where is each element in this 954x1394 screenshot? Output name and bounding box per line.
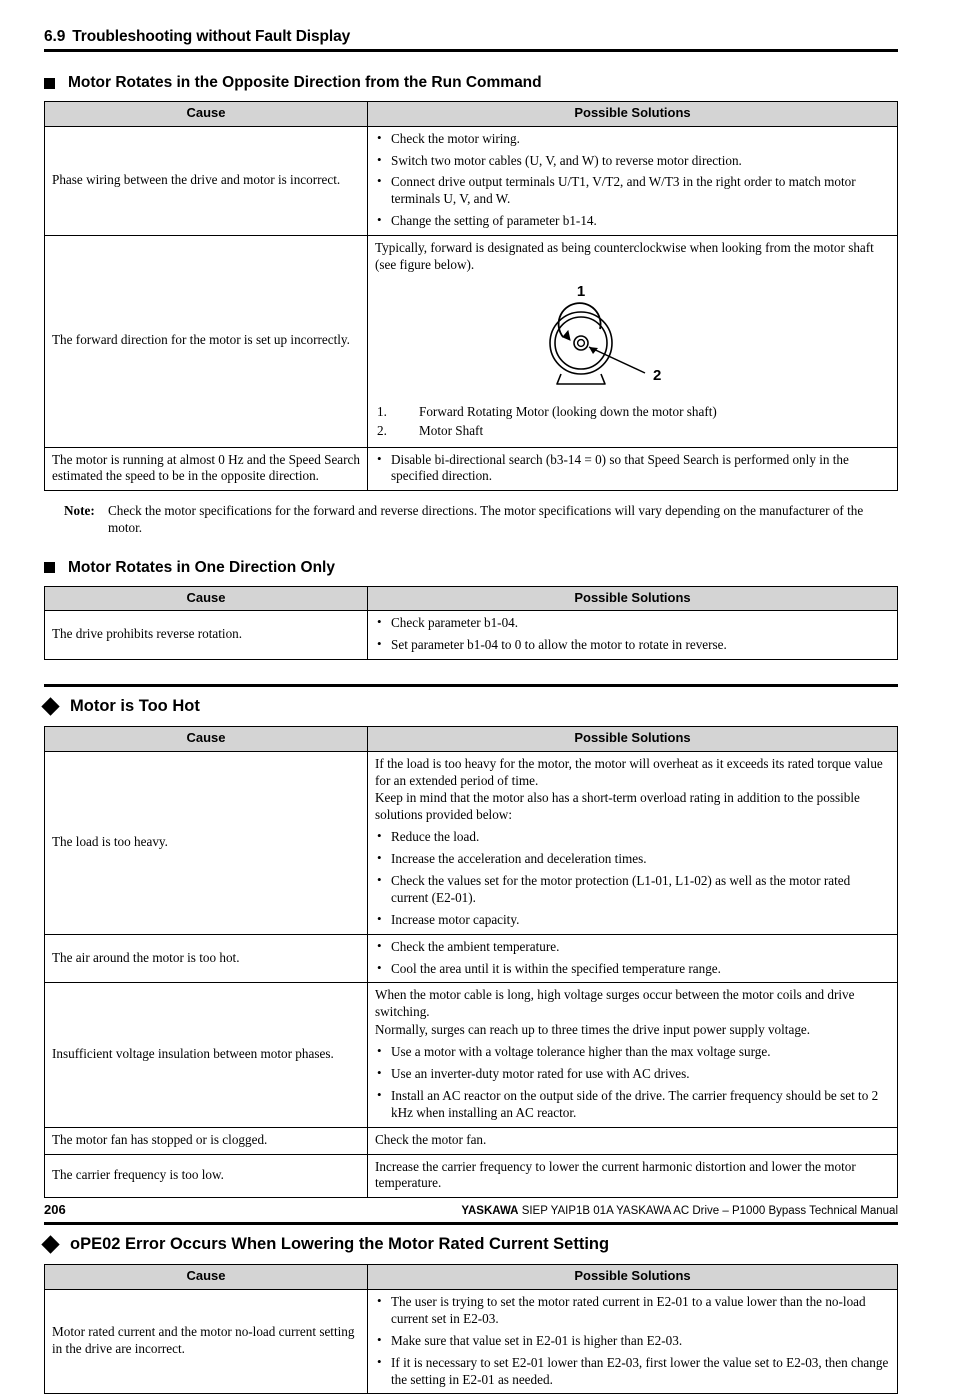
cell-solutions (368, 983, 898, 1127)
list-item: • Cool the area until it is within the specified temperature range. (375, 961, 890, 978)
table-header-row (45, 1265, 898, 1290)
section-block-motor-too-hot (44, 684, 898, 716)
forward-rotating-motor-diagram (473, 281, 793, 393)
legend-text: Forward Rotating Motor (looking down the motor shaft) (419, 403, 717, 419)
legend-item (375, 423, 890, 440)
paragraph: Typically, forward is designated as being counterclockwise when looking from the motor shaft (see figure below). (375, 240, 874, 272)
section-title: Motor Rotates in One Direction Only (68, 558, 335, 576)
paragraph: When the motor cable is long, high voltage surges occur between the motor coils and drive switching. (375, 987, 855, 1020)
solution-list (375, 452, 890, 486)
header-cause: Cause (45, 1265, 368, 1290)
paragraph: Normally, surges can reach up to three times the drive input power supply voltage. (375, 1022, 811, 1038)
cell-cause: The carrier frequency is too low. (45, 1154, 368, 1198)
section-heading-one-direction-only (44, 559, 898, 577)
list-item: • Increase motor capacity. (375, 912, 890, 929)
cell-solutions: Check the motor fan. (368, 1127, 898, 1154)
diamond-bullet-icon (41, 1236, 59, 1254)
cell-cause: The air around the motor is too hot. (45, 934, 368, 983)
list-item: • Set parameter b1-04 to 0 to allow the motor to rotate in reverse. (375, 637, 890, 654)
table-row (45, 611, 898, 660)
chapter-rule (44, 49, 898, 52)
page-number: 206 (44, 1202, 66, 1217)
header-solutions: Possible Solutions (368, 727, 898, 752)
paragraph: If the load is too heavy for the motor, the motor will overheat as it exceeds its rated torque value for an extended period of time. (375, 755, 883, 788)
motor-rotation-figure (375, 275, 890, 398)
solution-list (375, 939, 890, 978)
cell-cause: The forward direction for the motor is set up incorrectly. (45, 236, 368, 447)
header-cause: Cause (45, 586, 368, 611)
list-item: • Increase the acceleration and deceleration times. (375, 851, 890, 868)
table-header-row (45, 727, 898, 752)
table-row (45, 126, 898, 235)
list-item: • Change the setting of parameter b1-14. (375, 213, 890, 230)
square-bullet-icon (44, 562, 55, 573)
list-item: • Reduce the load. (375, 829, 890, 846)
page-footer (44, 1202, 898, 1217)
cell-cause: Insufficient voltage insulation between motor phases. (45, 983, 368, 1127)
cell-cause: Motor rated current and the motor no-load current setting in the drive are incorrect. (45, 1289, 368, 1393)
motor-inner-circle (555, 317, 607, 369)
cell-solutions (368, 126, 898, 235)
table-row (45, 1154, 898, 1198)
header-cause: Cause (45, 102, 368, 127)
callout-1-label: 1 (576, 282, 585, 300)
cell-solutions (368, 1289, 898, 1393)
cell-solutions: Increase the carrier frequency to lower the current harmonic distortion and lower the motor temperature. (368, 1154, 898, 1198)
header-cause: Cause (45, 727, 368, 752)
legend-number: 2. (377, 422, 387, 438)
chapter-title: Troubleshooting without Fault Display (72, 28, 351, 45)
list-item: • Use a motor with a voltage tolerance higher than the max voltage surge. (375, 1044, 890, 1061)
legend-item (375, 404, 890, 421)
list-item: • Make sure that value set in E2-01 is higher than E2-03. (375, 1333, 890, 1350)
note-motor-specifications (44, 502, 898, 536)
list-item: • Check parameter b1-04. (375, 615, 890, 632)
motor-shaft-inner (577, 339, 584, 346)
paragraph: Keep in mind that the motor also has a short-term overload rating in addition to the possible solutions provided below: (375, 790, 860, 823)
table-header-row (45, 102, 898, 127)
cell-cause: Phase wiring between the drive and motor is incorrect. (45, 126, 368, 235)
section-title: Motor is Too Hot (70, 697, 200, 716)
table-row (45, 236, 898, 447)
cell-solutions (368, 934, 898, 983)
solution-list (375, 829, 890, 928)
section-title: Motor Rotates in the Opposite Direction from the Run Command (68, 74, 542, 91)
list-item: • Switch two motor cables (U, V, and W) to reverse motor direction. (375, 153, 890, 170)
section-rule (44, 1222, 898, 1225)
list-item: • If it is necessary to set E2-01 lower than E2-03, first lower the value set to E2-03, then change the setting in E2-01 as needed. (375, 1355, 890, 1389)
cell-solutions (368, 447, 898, 491)
footer-document-line (461, 1205, 898, 1217)
solution-list (375, 1044, 890, 1122)
table-header-row (45, 586, 898, 611)
counterclockwise-arrow-head (563, 331, 570, 340)
brand-name: YASKAWA (461, 1205, 519, 1217)
table-row (45, 1127, 898, 1154)
section-heading-motor-too-hot (44, 697, 898, 716)
solution-list (375, 1294, 890, 1388)
motor-shaft-outer (574, 336, 588, 350)
list-item: • Install an AC reactor on the output side of the drive. The carrier frequency should be set to 2 kHz when installing an AC reactor. (375, 1088, 890, 1122)
chapter-heading (44, 28, 898, 49)
list-item: • The user is trying to set the motor rated current in E2-01 to a value lower than the no-load current set in E2-03. (375, 1294, 890, 1328)
cell-cause: The drive prohibits reverse rotation. (45, 611, 368, 660)
diamond-bullet-icon (41, 697, 59, 715)
list-item: • Disable bi-directional search (b3-14 = 0) so that Speed Search is performed only in the specified direction. (375, 452, 890, 486)
legend-text: Motor Shaft (419, 422, 484, 438)
cell-cause: The load is too heavy. (45, 751, 368, 934)
table-row (45, 1289, 898, 1393)
callout-2-label: 2 (652, 366, 661, 384)
table-opposite-direction (44, 101, 898, 491)
note-text: Check the motor specifications for the forward and reverse directions. The motor specifications will vary depending on the manufacturer of the motor. (108, 503, 864, 536)
header-solutions: Possible Solutions (368, 586, 898, 611)
note-label: Note: (64, 503, 95, 519)
section-heading-ope02-error (44, 1235, 898, 1254)
table-one-direction-only (44, 586, 898, 660)
section-rule (44, 684, 898, 687)
section-block-ope02-error (44, 1222, 898, 1254)
figure-legend (375, 404, 890, 440)
list-item: • Check the motor wiring. (375, 131, 890, 148)
motor-base (557, 374, 605, 384)
list-item: • Check the values set for the motor protection (L1-01, L1-02) as well as the motor rated current (E2-01). (375, 873, 890, 907)
table-motor-too-hot (44, 726, 898, 1198)
solution-list (375, 615, 890, 654)
list-item: • Use an inverter-duty motor rated for use with AC drives. (375, 1066, 890, 1083)
cell-solutions (368, 611, 898, 660)
table-ope02-error (44, 1264, 898, 1394)
legend-number: 1. (377, 403, 387, 419)
list-item: • Check the ambient temperature. (375, 939, 890, 956)
cell-cause: The motor is running at almost 0 Hz and the Speed Search estimated the speed to be in the opposite direction. (45, 447, 368, 491)
chapter-number: 6.9 (44, 28, 66, 45)
cell-solutions (368, 751, 898, 934)
document-title: SIEP YAIP1B 01A YASKAWA AC Drive – P1000 Bypass Technical Manual (521, 1205, 898, 1217)
table-row (45, 751, 898, 934)
cell-cause: The motor fan has stopped or is clogged. (45, 1127, 368, 1154)
table-row (45, 983, 898, 1127)
square-bullet-icon (44, 78, 55, 89)
header-solutions: Possible Solutions (368, 102, 898, 127)
solution-list (375, 131, 890, 230)
table-row (45, 934, 898, 983)
list-item: • Connect drive output terminals U/T1, V/T2, and W/T3 in the right order to match motor terminals U, V, and W. (375, 174, 890, 208)
header-solutions: Possible Solutions (368, 1265, 898, 1290)
section-title: oPE02 Error Occurs When Lowering the Motor Rated Current Setting (70, 1235, 610, 1254)
table-row (45, 447, 898, 491)
cell-solutions (368, 236, 898, 447)
section-heading-opposite-direction (44, 74, 898, 92)
